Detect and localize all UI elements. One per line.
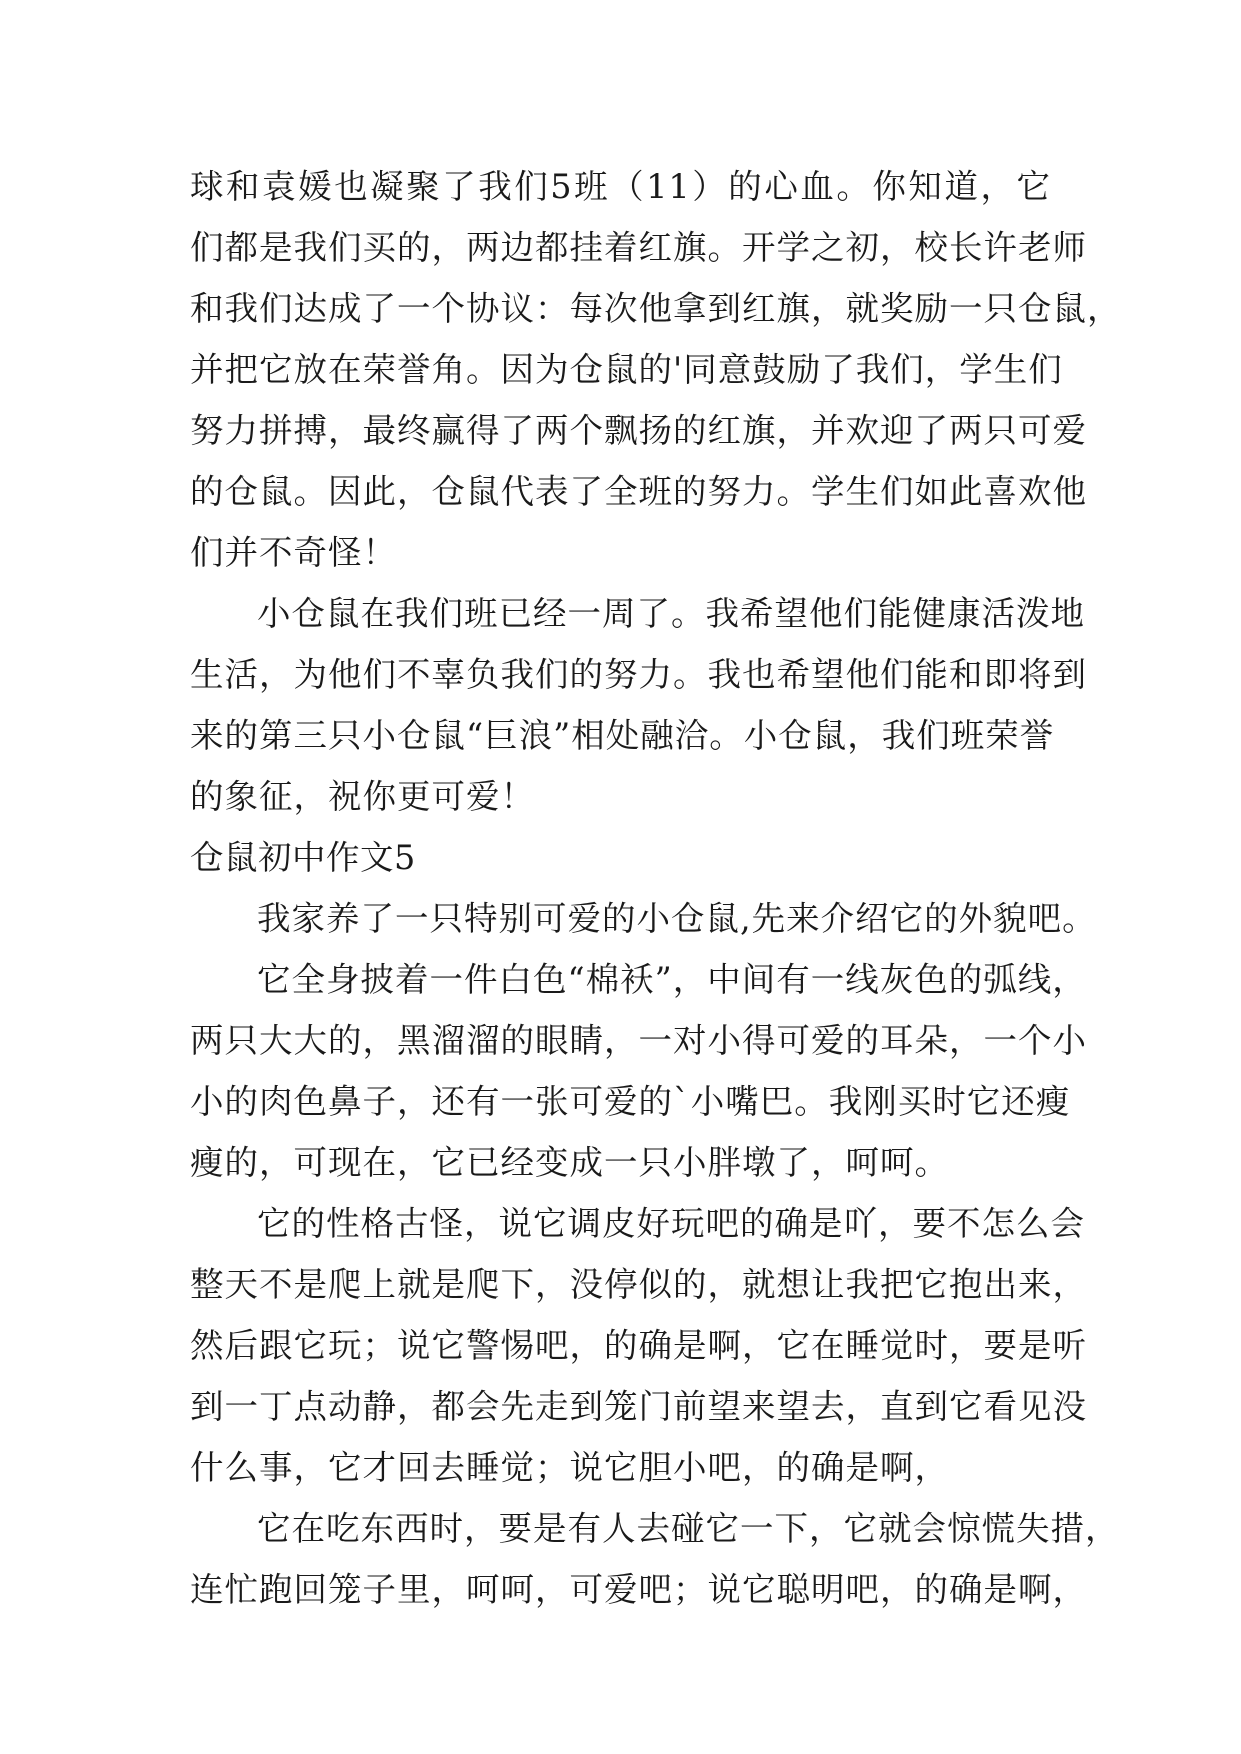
text-line: 然后跟它玩；说它警惕吧，的确是啊，它在睡觉时，要是听 bbox=[190, 1326, 1087, 1365]
text-line: 来的第三只小仓鼠“巨浪”相处融洽。小仓鼠，我们班荣誉 bbox=[190, 716, 1055, 755]
text-line: 球和袁媛也凝聚了我们5班（11）的心血。你知道，它 bbox=[190, 167, 1051, 206]
text-line: 连忙跑回笼子里，呵呵，可爱吧；说它聪明吧，的确是啊， bbox=[190, 1570, 1087, 1609]
text-line: 们都是我们买的，两边都挂着红旗。开学之初，校长许老师 bbox=[190, 228, 1087, 267]
text-line: 到一丁点动静，都会先走到笼门前望来望去，直到它看见没 bbox=[190, 1387, 1087, 1426]
text-line: 小仓鼠在我们班已经一周了。我希望他们能健康活泼地 bbox=[257, 594, 1085, 633]
text-line: 小的肉色鼻子，还有一张可爱的`小嘴巴。我刚买时它还瘦 bbox=[190, 1082, 1071, 1121]
text-line: 两只大大的，黑溜溜的眼睛，一对小得可爱的耳朵，一个小 bbox=[190, 1021, 1087, 1060]
document-body bbox=[190, 156, 1122, 1620]
text-line: 的仓鼠。因此，仓鼠代表了全班的努力。学生们如此喜欢他 bbox=[190, 472, 1087, 511]
text-line: 瘦的，可现在，它已经变成一只小胖墩了，呵呵。 bbox=[190, 1143, 949, 1182]
text-line: 生活，为他们不辜负我们的努力。我也希望他们能和即将到 bbox=[190, 655, 1087, 694]
text-line: 的象征，祝你更可爱！ bbox=[190, 777, 535, 816]
text-line: 它在吃东西时，要是有人去碰它一下，它就会惊慌失措， bbox=[257, 1509, 1120, 1548]
text-line: 它全身披着一件白色“棉袄”，中间有一线灰色的弧线， bbox=[257, 960, 1087, 999]
text-line: 并把它放在荣誉角。因为仓鼠的'同意鼓励了我们，学生们 bbox=[190, 350, 1063, 389]
text-line: 们并不奇怪！ bbox=[190, 533, 397, 572]
text-line: 什么事，它才回去睡觉；说它胆小吧，的确是啊， bbox=[190, 1448, 949, 1487]
text-line: 它的性格古怪，说它调皮好玩吧的确是吖，要不怎么会 bbox=[257, 1204, 1085, 1243]
section-heading: 仓鼠初中作文5 bbox=[190, 838, 416, 877]
text-line: 努力拼搏，最终赢得了两个飘扬的红旗，并欢迎了两只可爱 bbox=[190, 411, 1087, 450]
text-line: 整天不是爬上就是爬下，没停似的，就想让我把它抱出来， bbox=[190, 1265, 1087, 1304]
text-line: 我家养了一只特别可爱的小仓鼠,先来介绍它的外貌吧。 bbox=[257, 899, 1097, 938]
text-line: 和我们达成了一个协议：每次他拿到红旗，就奖励一只仓鼠， bbox=[190, 289, 1122, 328]
